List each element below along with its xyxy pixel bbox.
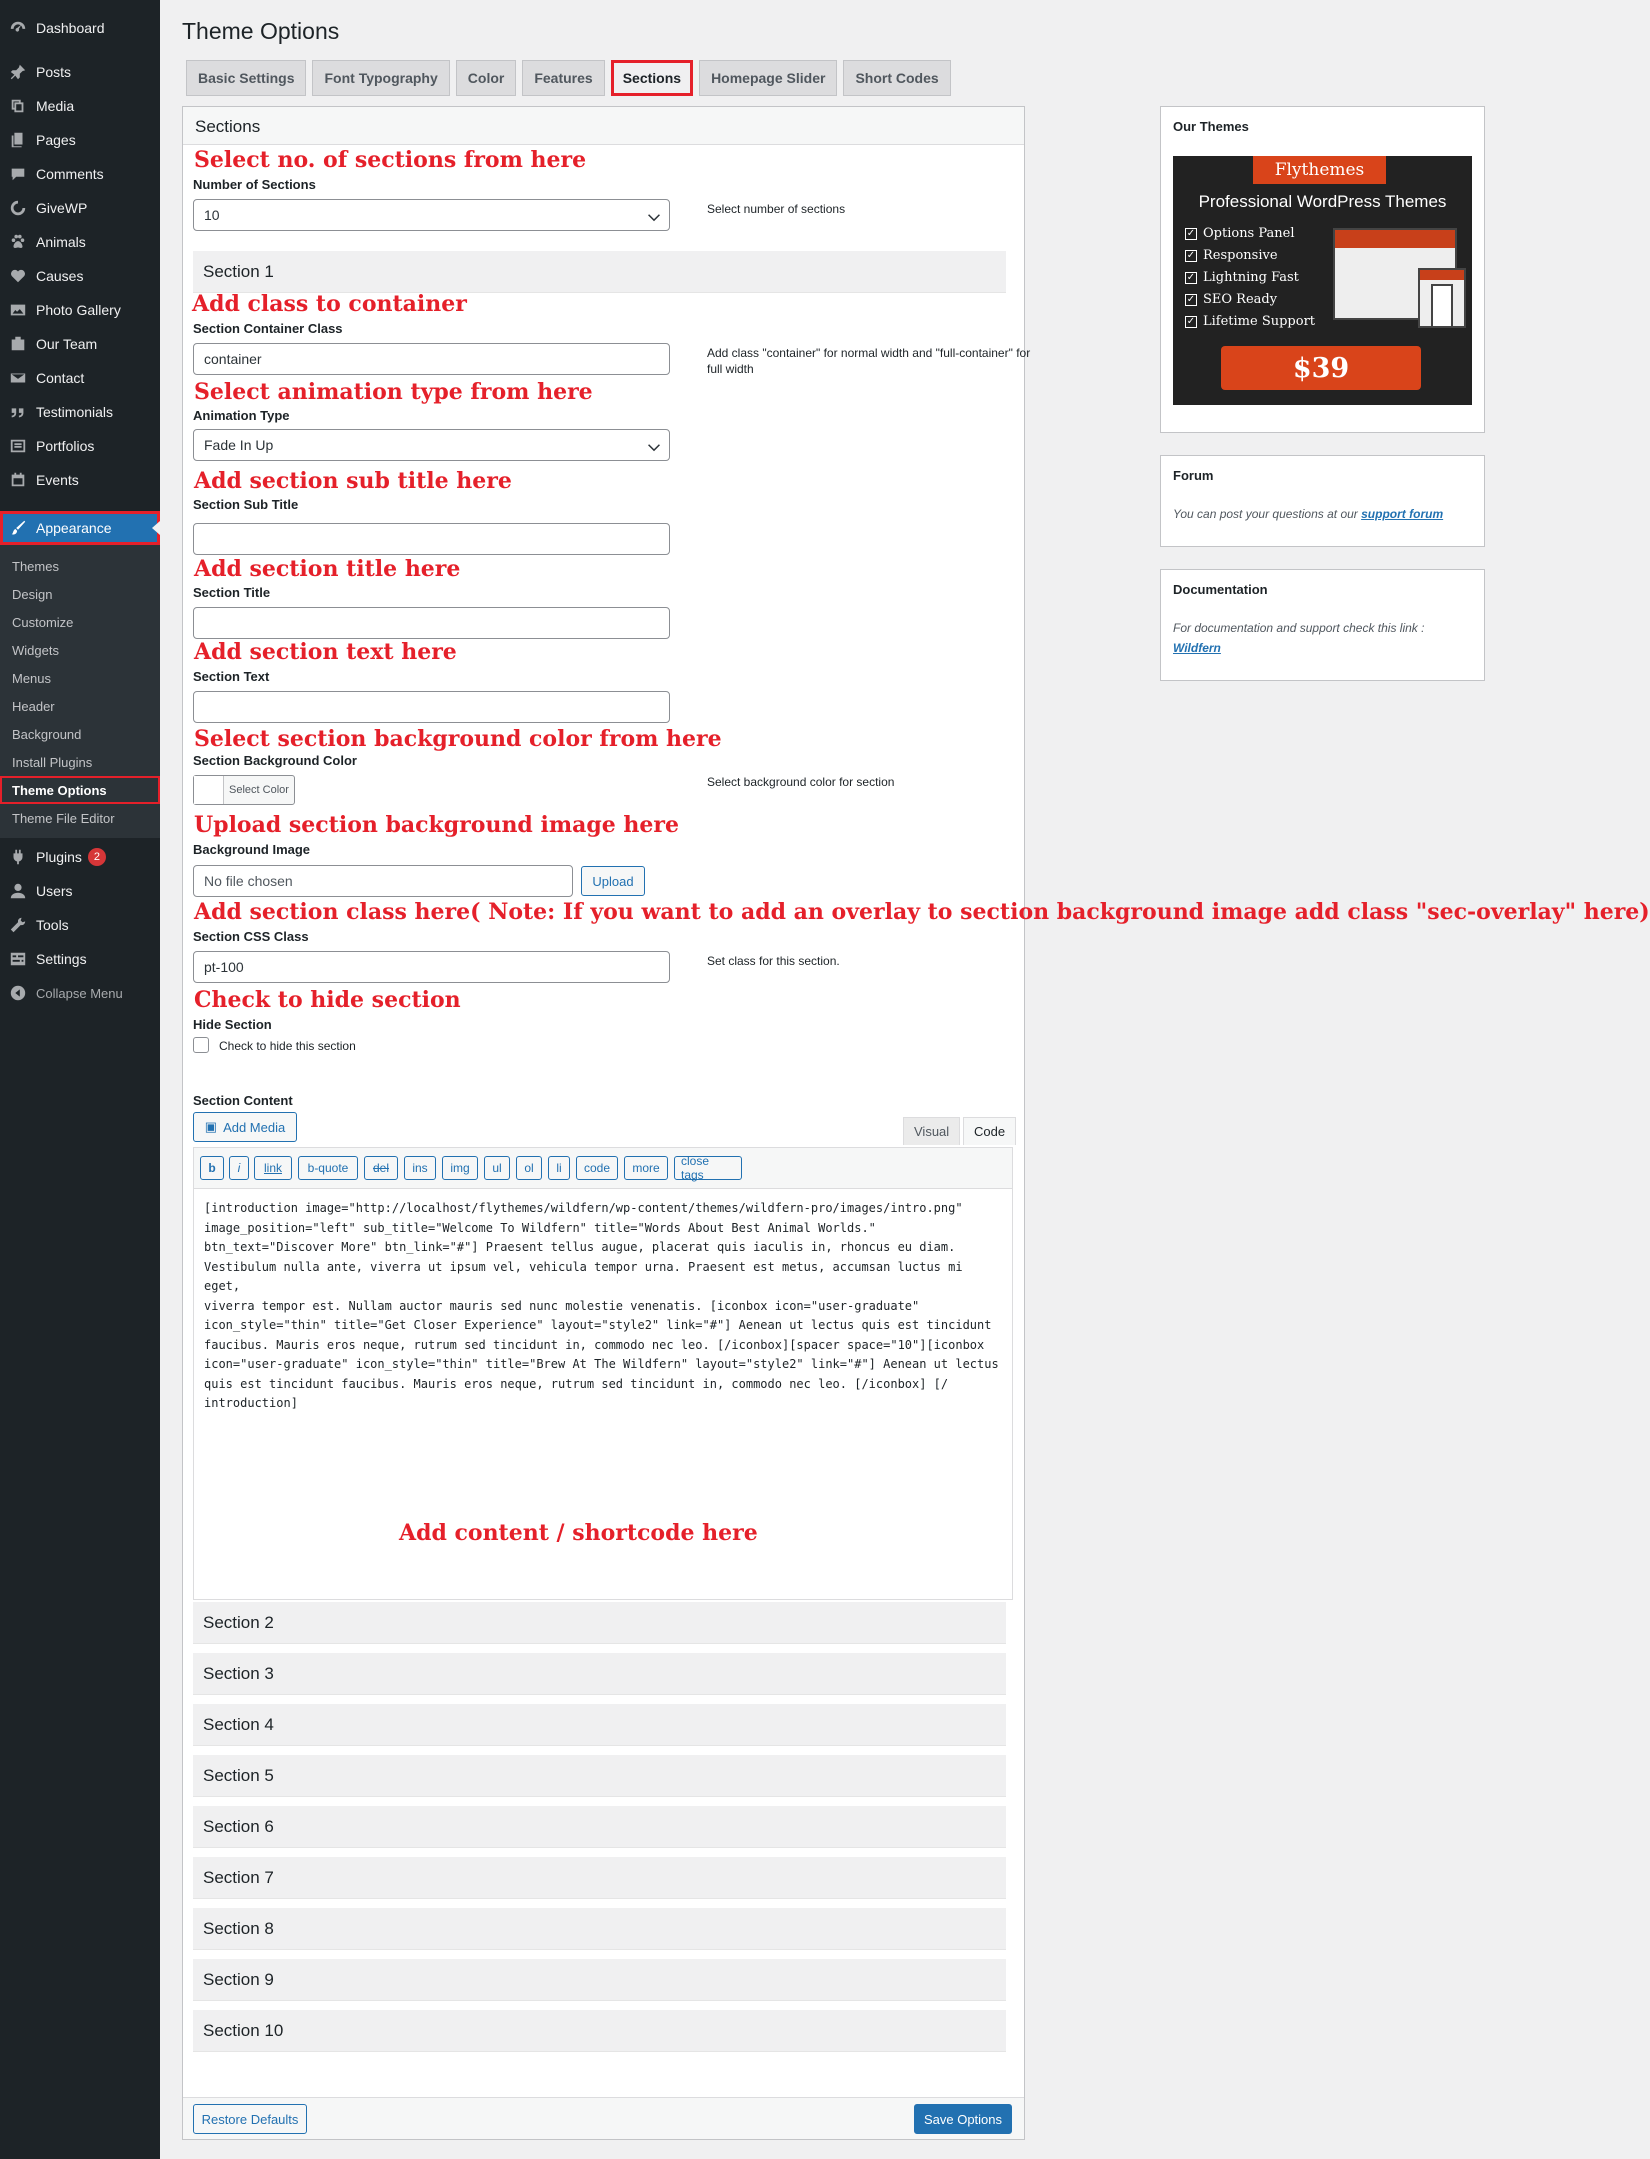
our-themes-widget xyxy=(1160,106,1485,433)
section-content-editor[interactable] xyxy=(193,1188,1013,1600)
menu-label: Settings xyxy=(36,951,87,967)
section-text-input[interactable] xyxy=(193,691,670,723)
promo-feature-label: Responsive xyxy=(1203,248,1278,263)
menu-settings[interactable] xyxy=(0,942,160,976)
section-sub-title-input[interactable] xyxy=(193,523,670,555)
animation-type-select[interactable] xyxy=(193,429,670,461)
wrench-icon xyxy=(0,916,36,934)
section-title-input[interactable] xyxy=(193,607,670,639)
menu-events[interactable] xyxy=(0,463,160,497)
hide-section-checkbox-label[interactable]: Check to hide this section xyxy=(219,1039,356,1053)
menu-label: Appearance xyxy=(36,520,112,536)
submenu-theme-options[interactable]: Theme Options xyxy=(0,776,160,804)
upload-button[interactable]: Upload xyxy=(581,866,645,896)
menu-dashboard[interactable] xyxy=(0,11,160,45)
panel-footer xyxy=(183,2097,1024,2139)
annotation-title: Add section title here xyxy=(194,556,461,582)
submenu-menus[interactable]: Menus xyxy=(12,670,52,686)
promo-feature-label: SEO Ready xyxy=(1203,292,1278,307)
forum-title: Forum xyxy=(1173,468,1214,483)
submenu-header[interactable]: Header xyxy=(12,698,55,714)
appearance-submenu xyxy=(0,545,160,838)
section-sub-title-label: Section Sub Title xyxy=(193,497,299,512)
menu-label: Collapse Menu xyxy=(36,985,123,1001)
promo-brand: Flythemes xyxy=(1253,156,1386,184)
section-3-header[interactable]: Section 3 xyxy=(193,1653,1006,1695)
promo-feature-label: Lightning Fast xyxy=(1203,270,1299,285)
menu-our-team[interactable] xyxy=(0,327,160,361)
animation-type-label: Animation Type xyxy=(193,408,290,423)
qt-more[interactable]: more xyxy=(624,1156,668,1180)
menu-tools[interactable] xyxy=(0,908,160,942)
container-class-label: Section Container Class xyxy=(193,321,343,336)
media-icon xyxy=(0,97,36,115)
brush-icon xyxy=(0,519,36,537)
qt-b-quote[interactable]: b-quote xyxy=(298,1156,358,1180)
check-icon: ✓ xyxy=(1186,228,1196,239)
menu-label: Testimonials xyxy=(36,404,114,420)
menu-photo-gallery[interactable] xyxy=(0,293,160,327)
menu-label: Causes xyxy=(36,268,84,284)
tab-font-typography[interactable]: Font Typography xyxy=(312,60,449,96)
section-content-label: Section Content xyxy=(193,1093,293,1108)
section-text-label: Section Text xyxy=(193,669,270,684)
update-count-badge: 2 xyxy=(88,848,106,866)
page-title: Theme Options xyxy=(182,18,340,44)
qt-bold[interactable]: b xyxy=(200,1156,224,1180)
check-icon: ✓ xyxy=(1186,272,1196,283)
menu-comments[interactable] xyxy=(0,157,160,191)
phone-mockup-icon xyxy=(1431,284,1453,328)
comment-icon xyxy=(0,165,36,183)
tab-features[interactable]: Features xyxy=(522,60,604,96)
menu-label: Users xyxy=(36,883,73,899)
documentation-title: Documentation xyxy=(1173,582,1268,597)
annotation-hide: Check to hide section xyxy=(194,987,461,1013)
gallery-icon xyxy=(0,301,36,319)
forum-text-body: You can post your questions at our xyxy=(1173,507,1362,521)
section-8-header[interactable]: Section 8 xyxy=(193,1908,1006,1950)
pages-icon xyxy=(0,131,36,149)
plugin-icon xyxy=(0,848,36,866)
settings-icon xyxy=(0,950,36,968)
add-media-button[interactable] xyxy=(193,1112,297,1142)
bg-image-label: Background Image xyxy=(193,842,311,857)
panel-heading: Sections xyxy=(183,107,1024,145)
section-title-label: Section Title xyxy=(193,585,271,600)
section-6-header[interactable]: Section 6 xyxy=(193,1806,1006,1848)
annotation-num-sections: Select no. of sections from here xyxy=(194,147,587,173)
support-forum-link[interactable]: support forum xyxy=(1361,507,1444,521)
section-5-header[interactable]: Section 5 xyxy=(193,1755,1006,1797)
select-value: Fade In Up xyxy=(204,437,274,453)
check-icon: ✓ xyxy=(1186,316,1196,327)
submenu-theme-file-editor[interactable]: Theme File Editor xyxy=(12,810,115,826)
submenu-install-plugins[interactable]: Install Plugins xyxy=(12,754,93,770)
documentation-text xyxy=(1173,618,1463,658)
forum-widget xyxy=(1160,455,1485,547)
css-class-desc: Set class for this section. xyxy=(707,954,840,968)
annotation-content: Add content / shortcode here xyxy=(399,1520,758,1546)
menu-label: Portfolios xyxy=(36,438,95,454)
menu-label: Posts xyxy=(36,64,72,80)
our-themes-title: Our Themes xyxy=(1173,119,1249,134)
hide-section-checkbox[interactable] xyxy=(193,1037,209,1053)
options-tabs xyxy=(186,60,951,96)
promo-price: $39 xyxy=(1221,346,1421,390)
bg-color-label: Section Background Color xyxy=(193,753,357,768)
section-4-header[interactable]: Section 4 xyxy=(193,1704,1006,1746)
code-tab[interactable]: Code xyxy=(963,1117,1016,1145)
bg-color-desc: Select background color for section xyxy=(707,775,895,789)
css-class-input[interactable]: pt-100 xyxy=(193,951,670,983)
menu-appearance[interactable] xyxy=(0,511,160,545)
chevron-down-icon xyxy=(647,440,661,454)
menu-label: Our Team xyxy=(36,336,98,352)
menu-label: Events xyxy=(36,472,79,488)
menu-plugins[interactable] xyxy=(0,840,160,874)
portfolio-icon xyxy=(0,437,36,455)
submenu-design[interactable]: Design xyxy=(12,586,53,602)
section-10-header[interactable]: Section 10 xyxy=(193,2010,1006,2052)
qt-img[interactable]: img xyxy=(442,1156,478,1180)
promo-feature xyxy=(1185,292,1277,307)
menu-label: Media xyxy=(36,98,75,114)
menu-label: Tools xyxy=(36,917,69,933)
number-of-sections-desc: Select number of sections xyxy=(707,202,846,216)
promo-feature xyxy=(1185,314,1315,329)
menu-portfolios[interactable] xyxy=(0,429,160,463)
section-2-header[interactable]: Section 2 xyxy=(193,1602,1006,1644)
add-media-label: Add Media xyxy=(223,1119,286,1135)
tab-short-codes[interactable]: Short Codes xyxy=(843,60,950,96)
tab-color[interactable]: Color xyxy=(456,60,517,96)
menu-label: Animals xyxy=(36,234,86,250)
qt-del[interactable]: del xyxy=(364,1156,398,1180)
submenu-themes[interactable]: Themes xyxy=(12,558,59,574)
paw-icon xyxy=(0,233,36,251)
menu-media[interactable] xyxy=(0,89,160,123)
menu-label: GiveWP xyxy=(36,200,88,216)
menu-label: Comments xyxy=(36,166,104,182)
container-class-input[interactable]: container xyxy=(193,343,670,375)
submenu-customize[interactable]: Customize xyxy=(12,614,74,630)
users-icon xyxy=(0,882,36,900)
check-icon: ✓ xyxy=(1186,250,1196,261)
menu-testimonials[interactable] xyxy=(0,395,160,429)
qt-close-tags[interactable]: close tags xyxy=(674,1156,742,1180)
menu-label: Contact xyxy=(36,370,85,386)
pin-icon xyxy=(0,63,36,81)
flythemes-promo-banner[interactable] xyxy=(1173,156,1472,405)
heart-icon xyxy=(0,267,36,285)
color-swatch xyxy=(194,776,224,804)
hide-section-label: Hide Section xyxy=(193,1017,272,1032)
dashboard-icon xyxy=(0,19,36,37)
promo-feature-label: Lifetime Support xyxy=(1203,314,1316,329)
section-1-header[interactable]: Section 1 xyxy=(193,251,1006,293)
menu-posts[interactable] xyxy=(0,55,160,89)
submenu-background[interactable]: Background xyxy=(12,726,82,742)
visual-tab[interactable]: Visual xyxy=(903,1117,960,1145)
team-icon xyxy=(0,335,36,353)
save-options-button[interactable]: Save Options xyxy=(914,2104,1012,2134)
main-content xyxy=(160,0,1650,2159)
collapse-menu-button[interactable] xyxy=(0,976,160,1010)
mail-icon xyxy=(0,369,36,387)
chevron-down-icon xyxy=(647,210,661,224)
annotation-bg-color: Select section background color from here xyxy=(194,726,722,752)
select-color-button[interactable] xyxy=(193,775,295,805)
admin-sidebar xyxy=(0,0,160,2159)
number-of-sections-label: Number of Sections xyxy=(193,177,316,192)
calendar-icon xyxy=(0,471,36,489)
wildfern-link[interactable]: Wildfern xyxy=(1173,641,1221,655)
editor-code-text[interactable]: [introduction image="http://localhost/flythemes/wildfern/wp-content/themes/wildfern-pro/images/intro.png" image_position="left" sub_title="Welcome To Wildfern" title="Words About Best Animal Worlds." btn_text="Discover More" btn_link="#"] Praesent tellus augue, placerat quis iaculis in, rhoncus eu diam. Vestibulum nulla ante, viverra ut ipsum vel, vehicula tempor urna. Praesent est metus, accumsan luctus mi eget, viverra tempor est. Nullam auctor mauris sed nunc molestie venenatis. [iconbox icon="user-graduate" icon_style="thin" title="Get Closer Experience" layout="style2" link="#"] Aenean ut lectus quis est tincidunt faucibus. Mauris eros neque, rutrum sed tincidunt in, commodo nec leo. [/iconbox][spacer space="10"][iconbox icon="user-graduate" icon_style="thin" title="Brew At The Wildfern" layout="style2" link="#"] Aenean ut lectus quis est tincidunt faucibus. Mauris eros neque, rutrum sed tincidunt in, commodo nec leo. [/iconbox] [/ introduction] xyxy=(204,1201,999,1410)
qt-li[interactable]: li xyxy=(548,1156,570,1180)
qt-link[interactable]: link xyxy=(254,1156,292,1180)
annotation-css-class: Add section class here( Note: If you want to add an overlay to section background image add class "sec-overlay" here) xyxy=(194,899,1650,925)
restore-defaults-button[interactable]: Restore Defaults xyxy=(193,2104,307,2134)
container-class-desc: Add class "container" for normal width and "full-container" for full width xyxy=(707,346,1031,376)
menu-label: Plugins xyxy=(36,849,82,865)
qt-italic[interactable]: i xyxy=(229,1156,249,1180)
number-of-sections-select[interactable] xyxy=(193,199,670,231)
menu-users[interactable] xyxy=(0,874,160,908)
annotation-sub-title: Add section sub title here xyxy=(194,468,512,494)
menu-pages[interactable] xyxy=(0,123,160,157)
tab-homepage-slider[interactable]: Homepage Slider xyxy=(699,60,837,96)
promo-tagline: Professional WordPress Themes xyxy=(1198,192,1447,211)
annotation-text: Add section text here xyxy=(194,639,457,665)
qt-ol[interactable]: ol xyxy=(516,1156,542,1180)
check-icon: ✓ xyxy=(1186,294,1196,305)
quicktags-toolbar xyxy=(193,1147,1013,1189)
annotation-bg-image: Upload section background image here xyxy=(194,812,679,838)
menu-animals[interactable] xyxy=(0,225,160,259)
section-9-header[interactable]: Section 9 xyxy=(193,1959,1006,2001)
promo-feature xyxy=(1185,270,1299,285)
tab-sections[interactable]: Sections xyxy=(611,60,693,96)
annotation-container-class: Add class to container xyxy=(192,291,467,317)
givewp-icon xyxy=(0,199,36,217)
qt-ins[interactable]: ins xyxy=(404,1156,436,1180)
menu-causes[interactable] xyxy=(0,259,160,293)
tab-basic-settings[interactable]: Basic Settings xyxy=(186,60,306,96)
current-arrow-icon xyxy=(152,521,160,535)
collapse-icon xyxy=(0,984,36,1002)
promo-feature xyxy=(1185,226,1295,241)
forum-text xyxy=(1173,504,1443,524)
menu-label: Photo Gallery xyxy=(36,302,121,318)
qt-ul[interactable]: ul xyxy=(484,1156,510,1180)
annotation-animation: Select animation type from here xyxy=(194,379,593,405)
promo-feature xyxy=(1185,248,1278,263)
menu-label: Pages xyxy=(36,132,76,148)
menu-givewp[interactable] xyxy=(0,191,160,225)
css-class-label: Section CSS Class xyxy=(193,929,309,944)
promo-feature-label: Options Panel xyxy=(1203,226,1295,241)
select-value: 10 xyxy=(204,207,220,223)
menu-contact[interactable] xyxy=(0,361,160,395)
menu-label: Dashboard xyxy=(36,20,105,36)
quote-icon xyxy=(0,403,36,421)
documentation-widget xyxy=(1160,569,1485,681)
submenu-widgets[interactable]: Widgets xyxy=(12,642,59,658)
section-7-header[interactable]: Section 7 xyxy=(193,1857,1006,1899)
bg-image-input[interactable]: No file chosen xyxy=(193,865,573,897)
qt-code[interactable]: code xyxy=(576,1156,618,1180)
select-color-label: Select Color xyxy=(229,784,289,796)
add-media-icon: ▣ xyxy=(204,1119,218,1134)
documentation-text-body: For documentation and support check this link : xyxy=(1173,621,1425,635)
